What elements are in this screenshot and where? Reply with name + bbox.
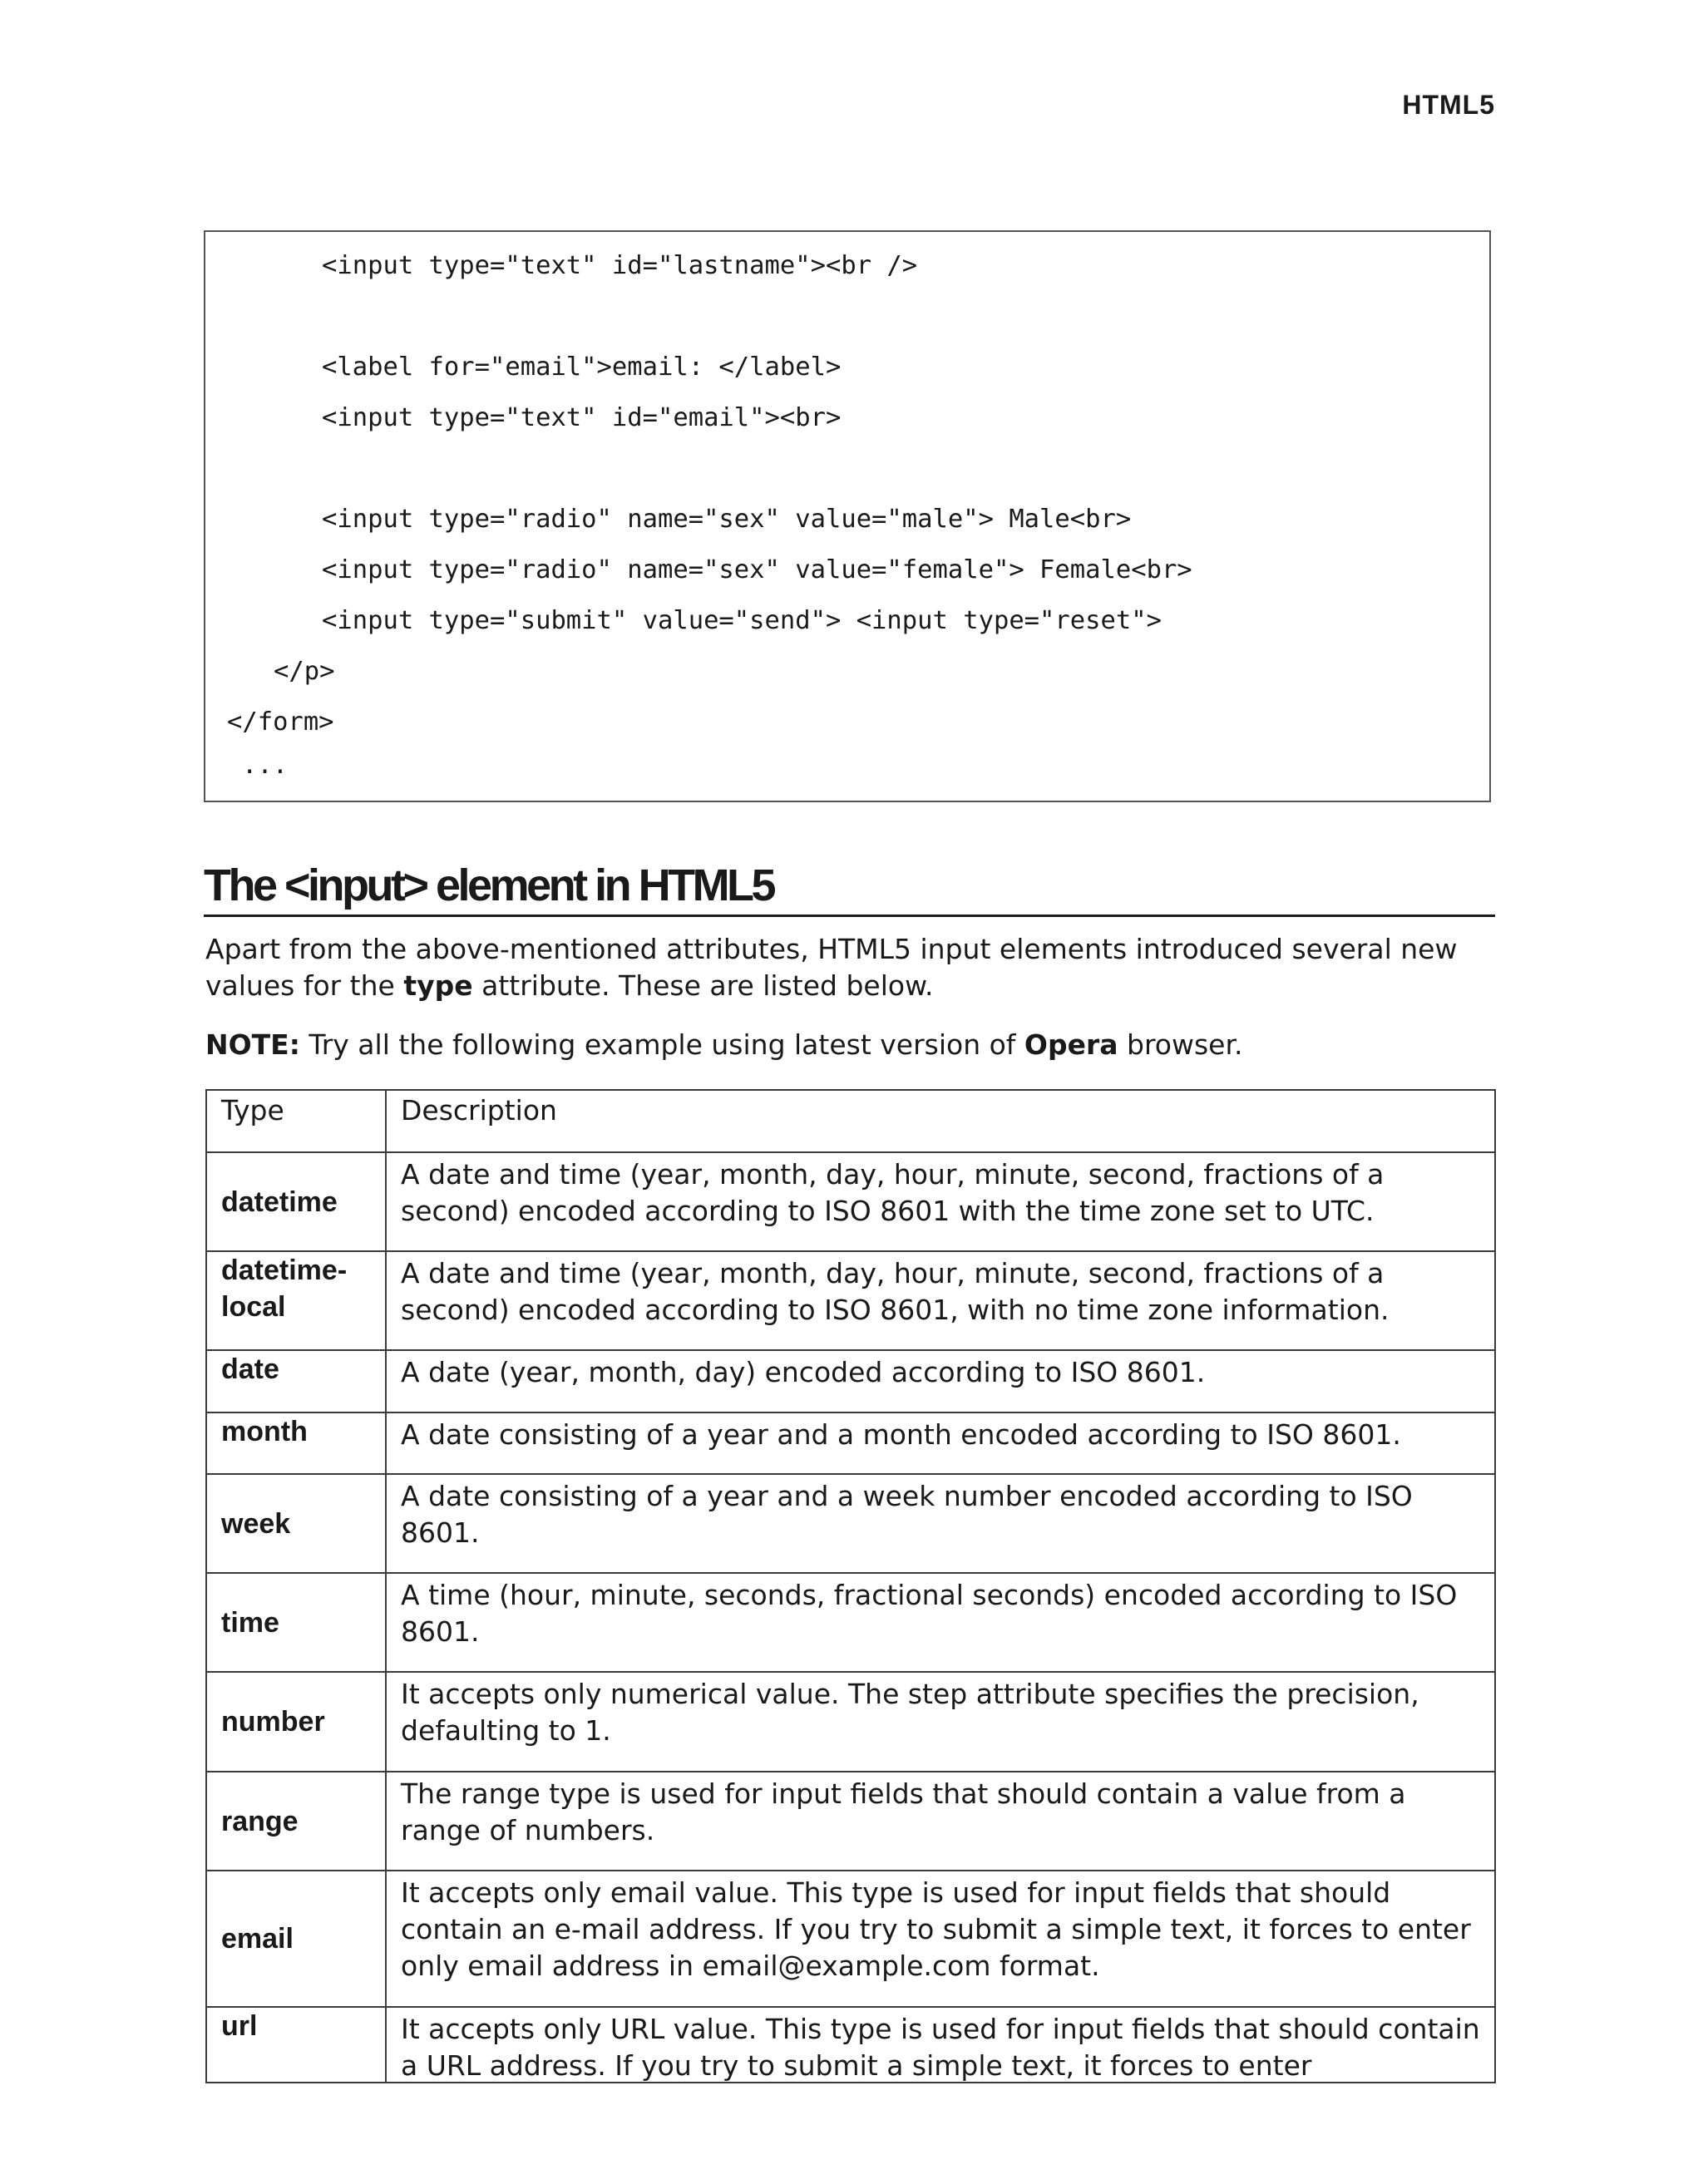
description-cell: A date (year, month, day) encoded according to ISO 8601. [386,1350,1495,1412]
type-cell: week [206,1474,386,1573]
note-text: Try all the following example using latest version of [299,1028,1024,1061]
description-cell: A date and time (year, month, day, hour, minute, second, fractions of a second) encoded according to ISO 8601, with no time zone information. [386,1251,1495,1350]
intro-paragraph [205,931,1503,1004]
type-cell: month [206,1412,386,1474]
intro-text-end: attribute. These are listed below. [472,969,934,1002]
running-header: HTML5 [1402,90,1495,120]
description-cell: The range type is used for input fields that should contain a value from a range of numbers. [386,1772,1495,1871]
description-cell: A date and time (year, month, day, hour, minute, second, fractions of a second) encoded according to ISO 8601 with the time zone set to UTC. [386,1152,1495,1251]
type-cell: datetime-local [206,1251,386,1350]
browser-name: Opera [1024,1028,1118,1061]
description-cell: A date consisting of a year and a month encoded according to ISO 8601. [386,1412,1495,1474]
type-cell: url [206,2007,386,2083]
description-cell [386,2007,1495,2083]
section-heading: The <input> element in HTML5 [204,856,1495,917]
note-text-end: browser. [1118,1028,1243,1061]
table-row [206,1474,1495,1573]
code-line: <input type="text" id="email"><br> [322,403,842,432]
table-header-row [206,1090,1495,1152]
type-cell: date [206,1350,386,1412]
type-cell: email [206,1871,386,2007]
code-line: <input type="text" id="lastname"><br /> [322,251,918,280]
code-line: </form> [227,707,334,737]
code-line: <input type="radio" name="sex" value="male"> Male<br> [322,505,1132,534]
description-cell: A time (hour, minute, seconds, fractional seconds) encoded according to ISO 8601. [386,1573,1495,1672]
intro-text: Apart from the above-mentioned attributes, HTML5 input elements introduced several new values for the [205,933,1458,1002]
table-row [206,2007,1495,2083]
code-block [204,230,1491,802]
intro-keyword: type [403,969,473,1002]
code-line: </p> [274,657,335,686]
table-row [206,1350,1495,1412]
code-line: <input type="radio" name="sex" value="female"> Female<br> [322,555,1192,584]
type-cell: datetime [206,1152,386,1251]
type-cell: time [206,1573,386,1672]
code-line: <input type="submit" value="send"> <input type="reset"> [322,606,1162,635]
table-row [206,1412,1495,1474]
table-row [206,1573,1495,1672]
note-paragraph [205,1027,1503,1063]
input-types-table [205,1089,1496,2083]
description-cell: It accepts only email value. This type is used for input fields that should contain an e-mail address. If you try to submit a simple text, it forces to enter only email address in email@example.com format. [386,1871,1495,2007]
table-row [206,1772,1495,1871]
column-header-type: Type [206,1090,386,1152]
description-cell: It accepts only numerical value. The step attribute specifies the precision, defaulting to 1. [386,1672,1495,1772]
code-line: <label for="email">email: </label> [322,352,842,382]
code-line: ... [242,751,289,780]
column-header-description: Description [386,1090,1495,1152]
type-cell: range [206,1772,386,1871]
table-row [206,1152,1495,1251]
table-row [206,1251,1495,1350]
type-cell: number [206,1672,386,1772]
table-row [206,1871,1495,2007]
table-row [206,1672,1495,1772]
description-cell: A date consisting of a year and a week number encoded according to ISO 8601. [386,1474,1495,1573]
note-label: NOTE: [205,1028,300,1061]
description-text: It accepts only URL value. This type is used for input fields that should contain a URL address. If you try to submit a simple text, it forces to enter [401,2013,1480,2082]
